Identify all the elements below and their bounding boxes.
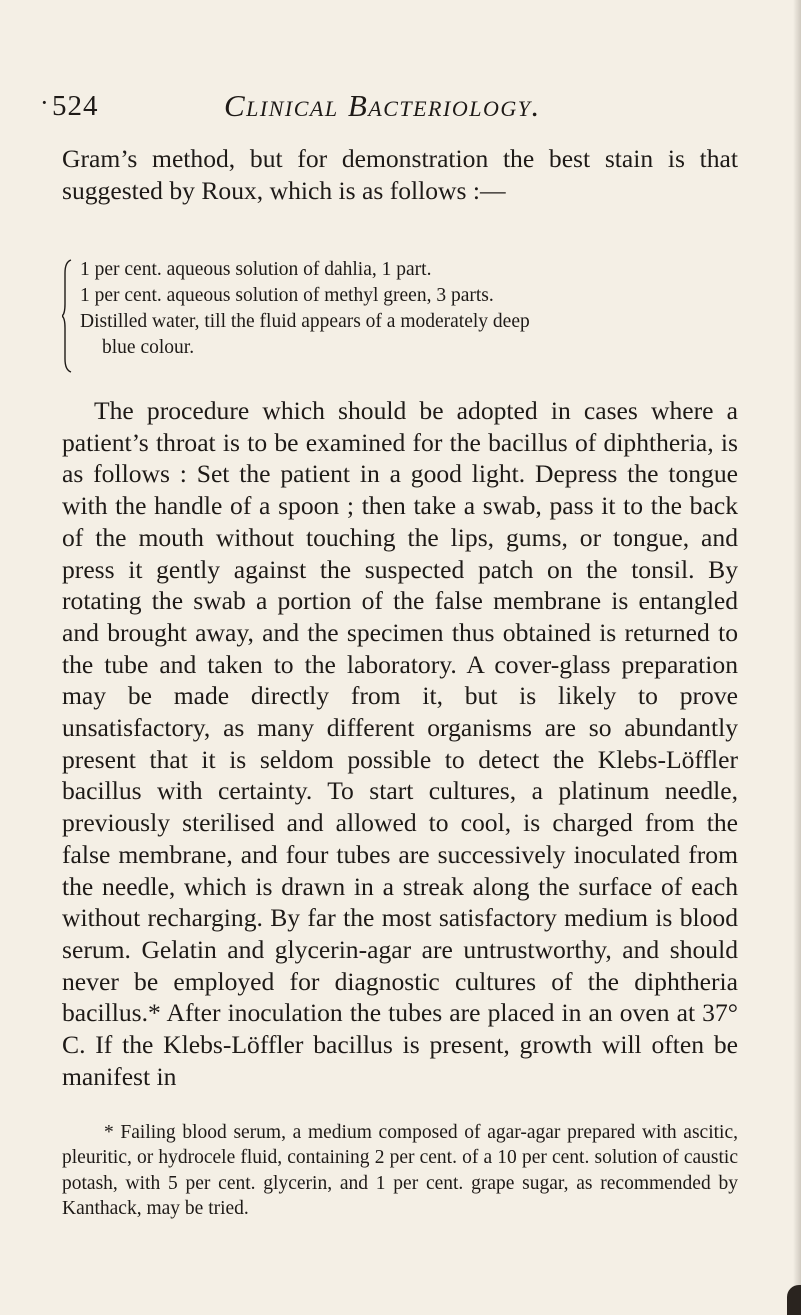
formula-lines bbox=[80, 257, 740, 361]
intro-paragraph: Gram’s method, but for demonstration the best stain is that suggested by Roux, which is as follows :— bbox=[62, 144, 738, 205]
formula-line: blue colour. bbox=[102, 337, 195, 358]
formula-line: 1 per cent. aqueous solution of methyl green, 3 parts. bbox=[80, 285, 494, 306]
page-corner-mark bbox=[787, 1285, 801, 1315]
footnote: * Failing blood serum, a medium composed of agar-agar prepared with ascitic, pleuritic, or hydrocele fluid, containing 2 per cent. of a 10 per cent. solution of caustic potash, with 5 per cent. glycerin, and 1 per cent. grape sugar, as recommended by Kanthack, may be tried. bbox=[62, 1122, 738, 1219]
running-title: Clinical Bacteriology. bbox=[224, 88, 541, 123]
running-head bbox=[52, 88, 752, 128]
stain-formula bbox=[62, 257, 742, 375]
formula-line: 1 per cent. aqueous solution of dahlia, 1 part. bbox=[80, 259, 432, 280]
formula-line: Distilled water, till the fluid appears of a moderately deep bbox=[80, 311, 530, 332]
page-number: · 524 bbox=[52, 90, 99, 123]
procedure-paragraph: The procedure which should be adopted in cases where a patient’s throat is to be examined for the bacillus of diphtheria, is as follows : Set the patient in a good light. Depress the tongue with the handle of a spoon ; then take a swab, pass it to the back of the mouth without touching the lips, gums, or tongue, and press it gently against the suspected patch on the tonsil. By rotating the swab a portion of the false membrane is entangled and brought away, and the specimen thus obtained is returned to the tube and taken to the laboratory. A cover-glass preparation may be made directly from it, but is likely to prove unsatisfactory, as many different organisms are so abundantly present that it is seldom possible to detect the Klebs-Löffler bacillus with certainty. To start cultures, a platinum needle, previously sterilised and allowed to cool, is charged from the false membrane, and four tubes are successively inoculated from the needle, which is drawn in a streak along the surface of each without recharging. By far the most satisfactory medium is blood serum. Gelatin and glycerin-agar are untrustworthy, and should never be employed for diagnostic cultures of the diphtheria bacillus.* After inoculation the tubes are placed in an oven at 37° C. If the Klebs-Löffler bacillus is present, growth will often be manifest in bbox=[62, 396, 738, 1091]
left-brace bbox=[62, 259, 72, 373]
page-edge-shadow bbox=[793, 0, 801, 1315]
